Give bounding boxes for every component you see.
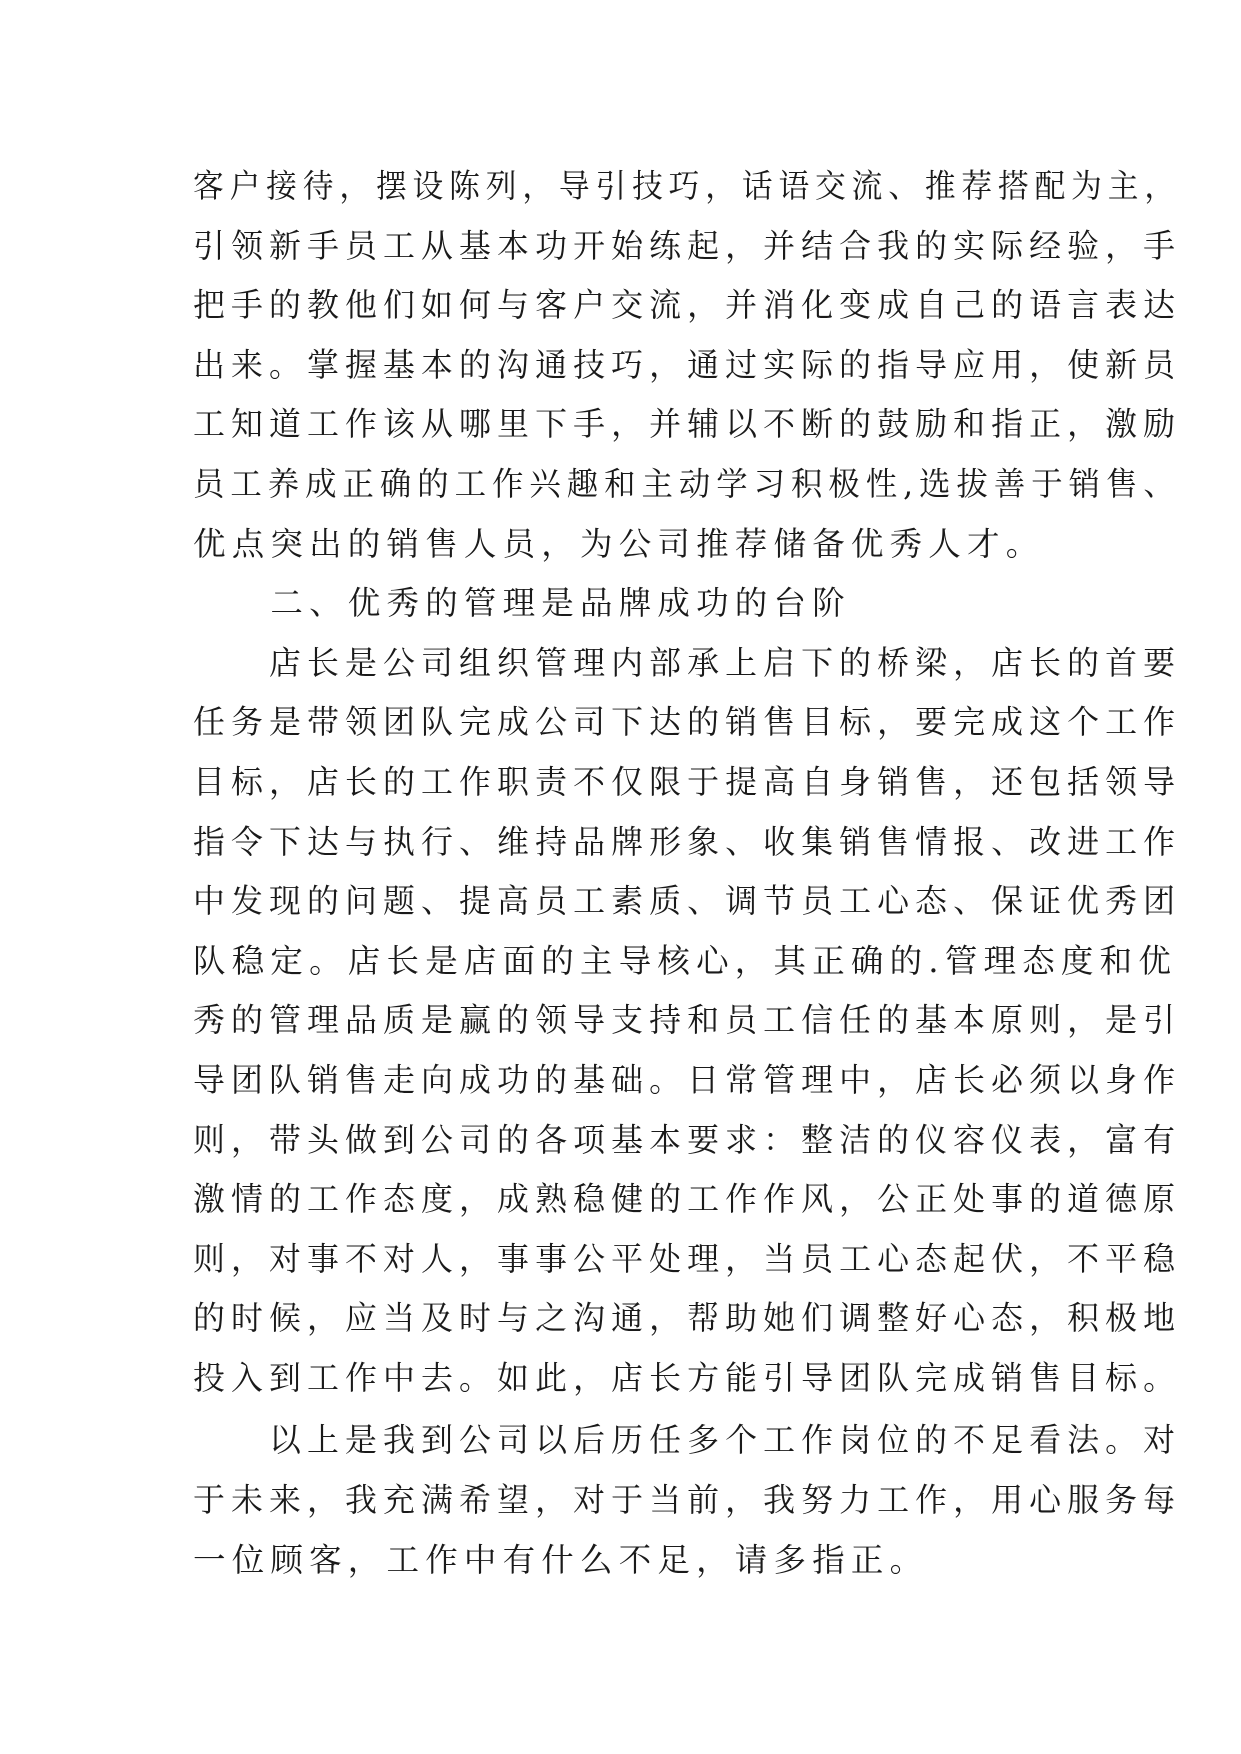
text-line: 指令下达与执行、维持品牌形象、收集销售情报、改进工作 — [193, 822, 1182, 861]
document-body — [193, 157, 1182, 1590]
text-line: 引领新手员工从基本功开始练起，并结合我的实际经验，手 — [193, 226, 1182, 265]
text-line: 出来。掌握基本的沟通技巧，通过实际的指导应用，使新员 — [193, 345, 1182, 384]
text-line: 优点突出的销售人员，为公司推荐储备优秀人才。 — [193, 524, 1045, 563]
text-line: 激情的工作态度，成熟稳健的工作作风，公正处事的道德原 — [193, 1180, 1182, 1219]
text-line: 把手的教他们如何与客户交流，并消化变成自己的语言表达 — [193, 286, 1182, 325]
text-line: 于未来，我充满希望，对于当前，我努力工作，用心服务每 — [193, 1481, 1182, 1520]
text-line: 队稳定。店长是店面的主导核心，其正确的.管理态度和优 — [193, 941, 1178, 980]
text-line: 则，带头做到公司的各项基本要求：整洁的仪容仪表，富有 — [193, 1120, 1182, 1159]
text-line: 店长是公司组织管理内部承上启下的桥梁，店长的首要 — [193, 643, 1182, 682]
text-line: 目标，店长的工作职责不仅限于提高自身销售，还包括领导 — [193, 762, 1182, 801]
text-line: 员工养成正确的工作兴趣和主动学习积极性,选拔善于销售、 — [193, 464, 1181, 503]
text-line: 任务是带领团队完成公司下达的销售目标，要完成这个工作 — [193, 703, 1182, 742]
text-line: 工知道工作该从哪里下手，并辅以不断的鼓励和指正，激励 — [193, 405, 1182, 444]
text-line: 投入到工作中去。如此，店长方能引导团队完成销售目标。 — [193, 1358, 1182, 1397]
section-heading: 二、优秀的管理是品牌成功的台阶 — [193, 584, 851, 623]
text-line: 秀的管理品质是赢的领导支持和员工信任的基本原则，是引 — [193, 1001, 1182, 1040]
text-line: 以上是我到公司以后历任多个工作岗位的不足看法。对 — [193, 1421, 1182, 1460]
text-line: 一位顾客，工作中有什么不足，请多指正。 — [193, 1540, 929, 1579]
text-line: 导团队销售走向成功的基础。日常管理中，店长必须以身作 — [193, 1060, 1182, 1099]
text-line: 的时候，应当及时与之沟通，帮助她们调整好心态，积极地 — [193, 1299, 1182, 1338]
text-line: 则，对事不对人，事事公平处理，当员工心态起伏，不平稳 — [193, 1239, 1182, 1278]
text-line: 客户接待，摆设陈列，导引技巧，话语交流、推荐搭配为主， — [193, 167, 1181, 205]
text-line: 中发现的问题、提高员工素质、调节员工心态、保证优秀团 — [193, 882, 1182, 921]
